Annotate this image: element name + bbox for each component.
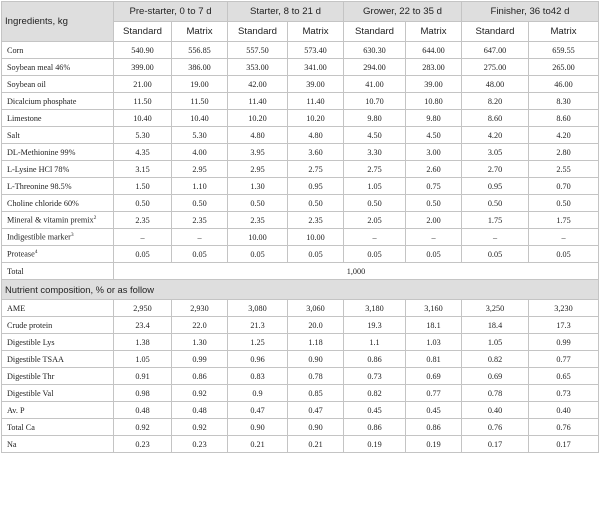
nutrient-row (2, 351, 599, 368)
ingredient-row (2, 246, 599, 263)
table-cell: 4.50 (344, 127, 406, 144)
table-cell: – (529, 229, 599, 246)
table-cell: 3.05 (462, 144, 529, 161)
nutrient-label: Av. P (2, 402, 114, 419)
table-cell: 1.03 (406, 334, 462, 351)
ingredient-name: Soybean oil (7, 79, 46, 89)
table-cell: 3,060 (288, 300, 344, 317)
table-cell: 0.81 (406, 351, 462, 368)
table-cell: 647.00 (462, 42, 529, 59)
ingredient-name: Choline chloride 60% (7, 198, 79, 208)
table-cell: 10.20 (228, 110, 288, 127)
subheader-standard: Standard (344, 22, 406, 42)
table-cell: 46.00 (529, 76, 599, 93)
table-cell: 0.23 (172, 436, 228, 453)
ingredient-row (2, 42, 599, 59)
table-cell: 3,180 (344, 300, 406, 317)
table-cell: 644.00 (406, 42, 462, 59)
table-cell: 3,250 (462, 300, 529, 317)
table-cell: 39.00 (406, 76, 462, 93)
table-cell: 0.17 (462, 436, 529, 453)
nutrient-label: Digestible Val (2, 385, 114, 402)
table-cell: 0.05 (288, 246, 344, 263)
table-cell: 3,080 (228, 300, 288, 317)
subheader-standard: Standard (114, 22, 172, 42)
table-cell: 0.77 (529, 351, 599, 368)
ingredient-label (2, 110, 114, 127)
table-cell: 10.00 (228, 229, 288, 246)
table-cell: 0.05 (406, 246, 462, 263)
table-cell: 39.00 (288, 76, 344, 93)
ingredient-name: Limestone (7, 113, 42, 123)
table-cell: – (114, 229, 172, 246)
table-cell: 1.25 (228, 334, 288, 351)
table-cell: 0.45 (406, 402, 462, 419)
table-cell: 386.00 (172, 59, 228, 76)
table-cell: 3.00 (406, 144, 462, 161)
table-cell: 0.05 (344, 246, 406, 263)
total-label: Total (2, 263, 114, 280)
table-cell: 8.20 (462, 93, 529, 110)
table-cell: 0.90 (288, 419, 344, 436)
subheader-matrix: Matrix (529, 22, 599, 42)
table-cell: 0.98 (114, 385, 172, 402)
ingredient-name: Soybean meal 46% (7, 62, 71, 72)
table-cell: 11.50 (172, 93, 228, 110)
ingredient-name: Salt (7, 130, 20, 140)
ingredients-header: Ingredients, kg (2, 2, 114, 42)
table-cell: 2.35 (228, 212, 288, 229)
table-cell: 0.69 (406, 368, 462, 385)
table-cell: 0.92 (114, 419, 172, 436)
table-cell: 0.92 (172, 385, 228, 402)
diet-composition-table-wrapper (1, 1, 598, 453)
table-cell: 11.40 (228, 93, 288, 110)
nutrient-label: Total Ca (2, 419, 114, 436)
table-cell: 0.86 (172, 368, 228, 385)
nutrient-row (2, 385, 599, 402)
nutrient-row (2, 368, 599, 385)
table-cell: 2.00 (406, 212, 462, 229)
table-cell: 22.0 (172, 317, 228, 334)
table-cell: 8.60 (529, 110, 599, 127)
ingredient-label (2, 161, 114, 178)
table-cell: 1.1 (344, 334, 406, 351)
nutrient-label: Digestible Lys (2, 334, 114, 351)
table-cell: 2.55 (529, 161, 599, 178)
table-cell: 10.70 (344, 93, 406, 110)
table-cell: 557.50 (228, 42, 288, 59)
table-cell: 8.30 (529, 93, 599, 110)
table-cell: 3,230 (529, 300, 599, 317)
table-cell: 3.30 (344, 144, 406, 161)
ingredient-label (2, 93, 114, 110)
table-cell: 0.21 (288, 436, 344, 453)
table-cell: 0.40 (462, 402, 529, 419)
table-cell: 19.3 (344, 317, 406, 334)
table-cell: 48.00 (462, 76, 529, 93)
ingredient-label (2, 178, 114, 195)
nutrient-row (2, 419, 599, 436)
table-cell: 0.45 (344, 402, 406, 419)
table-cell: 5.30 (172, 127, 228, 144)
table-cell: 0.17 (529, 436, 599, 453)
ingredient-row (2, 59, 599, 76)
table-cell: 0.70 (529, 178, 599, 195)
table-cell: 0.92 (172, 419, 228, 436)
table-cell: 0.9 (228, 385, 288, 402)
table-cell: 2.70 (462, 161, 529, 178)
table-cell: 3.95 (228, 144, 288, 161)
table-cell: 540.90 (114, 42, 172, 59)
subheader-standard: Standard (462, 22, 529, 42)
table-cell: 0.90 (288, 351, 344, 368)
table-cell: 0.82 (462, 351, 529, 368)
phase-header-finisher: Finisher, 36 to42 d (462, 2, 599, 22)
table-cell: 0.47 (288, 402, 344, 419)
table-cell: 1.10 (172, 178, 228, 195)
table-cell: 0.05 (462, 246, 529, 263)
table-cell: 353.00 (228, 59, 288, 76)
header-row-phases (2, 2, 599, 22)
table-cell: 0.50 (462, 195, 529, 212)
table-cell: 0.75 (406, 178, 462, 195)
table-cell: 0.05 (172, 246, 228, 263)
table-cell: 1.18 (288, 334, 344, 351)
nutrient-section-title: Nutrient composition, % or as follow (2, 280, 599, 300)
subheader-matrix: Matrix (172, 22, 228, 42)
total-value: 1,000 (114, 263, 599, 280)
table-cell: 0.96 (228, 351, 288, 368)
table-cell: 0.47 (228, 402, 288, 419)
ingredient-row (2, 178, 599, 195)
ingredient-label (2, 195, 114, 212)
table-cell: 10.00 (288, 229, 344, 246)
table-cell: 0.69 (462, 368, 529, 385)
table-cell: 11.50 (114, 93, 172, 110)
ingredient-label (2, 59, 114, 76)
ingredient-label (2, 144, 114, 161)
table-cell: 0.91 (114, 368, 172, 385)
table-cell: 4.80 (228, 127, 288, 144)
table-cell: 3.60 (288, 144, 344, 161)
table-cell: 556.85 (172, 42, 228, 59)
table-cell: 23.4 (114, 317, 172, 334)
table-cell: 0.48 (114, 402, 172, 419)
ingredient-label (2, 76, 114, 93)
table-cell: 1.50 (114, 178, 172, 195)
nutrient-row (2, 436, 599, 453)
ingredient-label (2, 212, 114, 229)
table-cell: 0.19 (406, 436, 462, 453)
nutrient-label: Na (2, 436, 114, 453)
table-cell: 0.50 (172, 195, 228, 212)
table-cell: 4.50 (406, 127, 462, 144)
table-cell: 0.83 (228, 368, 288, 385)
ingredient-name: Mineral & vitamin premix (7, 215, 94, 225)
nutrient-label: Digestible Thr (2, 368, 114, 385)
phase-header-pre-starter: Pre-starter, 0 to 7 d (114, 2, 228, 22)
table-cell: 20.0 (288, 317, 344, 334)
ingredient-row (2, 229, 599, 246)
table-cell: 0.23 (114, 436, 172, 453)
table-cell: 1.75 (462, 212, 529, 229)
table-cell: 10.20 (288, 110, 344, 127)
table-cell: 3,160 (406, 300, 462, 317)
subheader-matrix: Matrix (406, 22, 462, 42)
table-cell: 2.35 (288, 212, 344, 229)
table-cell: 0.76 (529, 419, 599, 436)
table-cell: 1.05 (114, 351, 172, 368)
table-cell: 1.05 (344, 178, 406, 195)
table-cell: 0.50 (114, 195, 172, 212)
table-cell: – (172, 229, 228, 246)
footnote-marker: 4 (34, 249, 38, 256)
table-cell: 17.3 (529, 317, 599, 334)
ingredient-label (2, 127, 114, 144)
table-cell: 0.86 (406, 419, 462, 436)
table-cell: 4.35 (114, 144, 172, 161)
table-cell: 0.99 (529, 334, 599, 351)
table-cell: 0.65 (529, 368, 599, 385)
table-cell: 21.00 (114, 76, 172, 93)
table-cell: 0.77 (406, 385, 462, 402)
table-cell: – (344, 229, 406, 246)
ingredient-label (2, 229, 114, 246)
table-cell: 2.95 (228, 161, 288, 178)
table-cell: 0.86 (344, 351, 406, 368)
table-cell: 0.05 (529, 246, 599, 263)
table-cell: 2.80 (529, 144, 599, 161)
total-row (2, 263, 599, 280)
table-cell: 0.82 (344, 385, 406, 402)
table-cell: 283.00 (406, 59, 462, 76)
table-cell: 19.00 (172, 76, 228, 93)
table-cell: 10.40 (172, 110, 228, 127)
nutrient-section-row (2, 280, 599, 300)
table-cell: 399.00 (114, 59, 172, 76)
table-cell: 0.85 (288, 385, 344, 402)
table-cell: 0.50 (228, 195, 288, 212)
ingredient-row (2, 161, 599, 178)
table-cell: 2,950 (114, 300, 172, 317)
ingredient-name: DL-Methionine 99% (7, 147, 76, 157)
ingredient-row (2, 144, 599, 161)
table-cell: 0.73 (344, 368, 406, 385)
phase-header-starter: Starter, 8 to 21 d (228, 2, 344, 22)
ingredient-name: L-Lysine HCl 78% (7, 164, 70, 174)
table-cell: 4.20 (462, 127, 529, 144)
table-cell: 0.21 (228, 436, 288, 453)
table-cell: 265.00 (529, 59, 599, 76)
table-cell: 4.00 (172, 144, 228, 161)
table-cell: 2,930 (172, 300, 228, 317)
table-cell: 1.30 (228, 178, 288, 195)
table-cell: 1.30 (172, 334, 228, 351)
ingredient-name: Protease (7, 249, 35, 259)
table-cell: 0.05 (114, 246, 172, 263)
ingredient-row (2, 76, 599, 93)
table-cell: 0.48 (172, 402, 228, 419)
footnote-marker: 2 (93, 215, 97, 222)
table-cell: 0.95 (288, 178, 344, 195)
phase-header-grower: Grower, 22 to 35 d (344, 2, 462, 22)
table-cell: 341.00 (288, 59, 344, 76)
ingredient-row (2, 195, 599, 212)
table-cell: – (406, 229, 462, 246)
ingredient-label (2, 246, 114, 263)
table-cell: 9.80 (344, 110, 406, 127)
table-cell: 21.3 (228, 317, 288, 334)
ingredient-name: Dicalcium phosphate (7, 96, 77, 106)
table-cell: 11.40 (288, 93, 344, 110)
table-cell: 0.40 (529, 402, 599, 419)
ingredient-label (2, 42, 114, 59)
footnote-marker: 3 (70, 232, 74, 239)
table-cell: 5.30 (114, 127, 172, 144)
table-cell: 573.40 (288, 42, 344, 59)
table-cell: 42.00 (228, 76, 288, 93)
ingredient-name: L-Threonine 98.5% (7, 181, 72, 191)
table-cell: 1.05 (462, 334, 529, 351)
table-cell: 294.00 (344, 59, 406, 76)
ingredient-row (2, 127, 599, 144)
table-cell: 4.80 (288, 127, 344, 144)
nutrient-row (2, 300, 599, 317)
table-cell: 0.76 (462, 419, 529, 436)
table-cell: 1.38 (114, 334, 172, 351)
table-cell: 0.73 (529, 385, 599, 402)
table-cell: 2.05 (344, 212, 406, 229)
table-cell: 0.99 (172, 351, 228, 368)
ingredient-row (2, 110, 599, 127)
ingredient-row (2, 212, 599, 229)
table-cell: 10.40 (114, 110, 172, 127)
table-cell: 0.78 (462, 385, 529, 402)
table-cell: 10.80 (406, 93, 462, 110)
table-cell: 0.78 (288, 368, 344, 385)
ingredient-name: Corn (7, 45, 24, 55)
table-cell: 18.1 (406, 317, 462, 334)
table-cell: 0.05 (228, 246, 288, 263)
table-cell: 2.75 (288, 161, 344, 178)
table-cell: 659.55 (529, 42, 599, 59)
table-cell: 0.95 (462, 178, 529, 195)
table-cell: 0.50 (288, 195, 344, 212)
nutrient-row (2, 317, 599, 334)
table-cell: 0.50 (406, 195, 462, 212)
ingredient-row (2, 93, 599, 110)
table-cell: 275.00 (462, 59, 529, 76)
nutrient-row (2, 334, 599, 351)
table-cell: 0.90 (228, 419, 288, 436)
table-cell: – (462, 229, 529, 246)
table-cell: 1.75 (529, 212, 599, 229)
subheader-standard: Standard (228, 22, 288, 42)
table-cell: 2.95 (172, 161, 228, 178)
nutrient-label: Digestible TSAA (2, 351, 114, 368)
table-cell: 0.86 (344, 419, 406, 436)
nutrient-label: AME (2, 300, 114, 317)
table-cell: 630.30 (344, 42, 406, 59)
ingredient-name: Indigestible marker (7, 232, 71, 242)
table-cell: 41.00 (344, 76, 406, 93)
table-cell: 3.15 (114, 161, 172, 178)
nutrient-label: Crude protein (2, 317, 114, 334)
table-cell: 8.60 (462, 110, 529, 127)
table-cell: 2.35 (172, 212, 228, 229)
subheader-matrix: Matrix (288, 22, 344, 42)
table-cell: 2.35 (114, 212, 172, 229)
table-cell: 2.75 (344, 161, 406, 178)
nutrient-row (2, 402, 599, 419)
table-cell: 2.60 (406, 161, 462, 178)
table-cell: 18.4 (462, 317, 529, 334)
table-cell: 9.80 (406, 110, 462, 127)
table-cell: 0.19 (344, 436, 406, 453)
table-cell: 0.50 (529, 195, 599, 212)
table-cell: 4.20 (529, 127, 599, 144)
diet-composition-table (1, 1, 599, 453)
table-cell: 0.50 (344, 195, 406, 212)
